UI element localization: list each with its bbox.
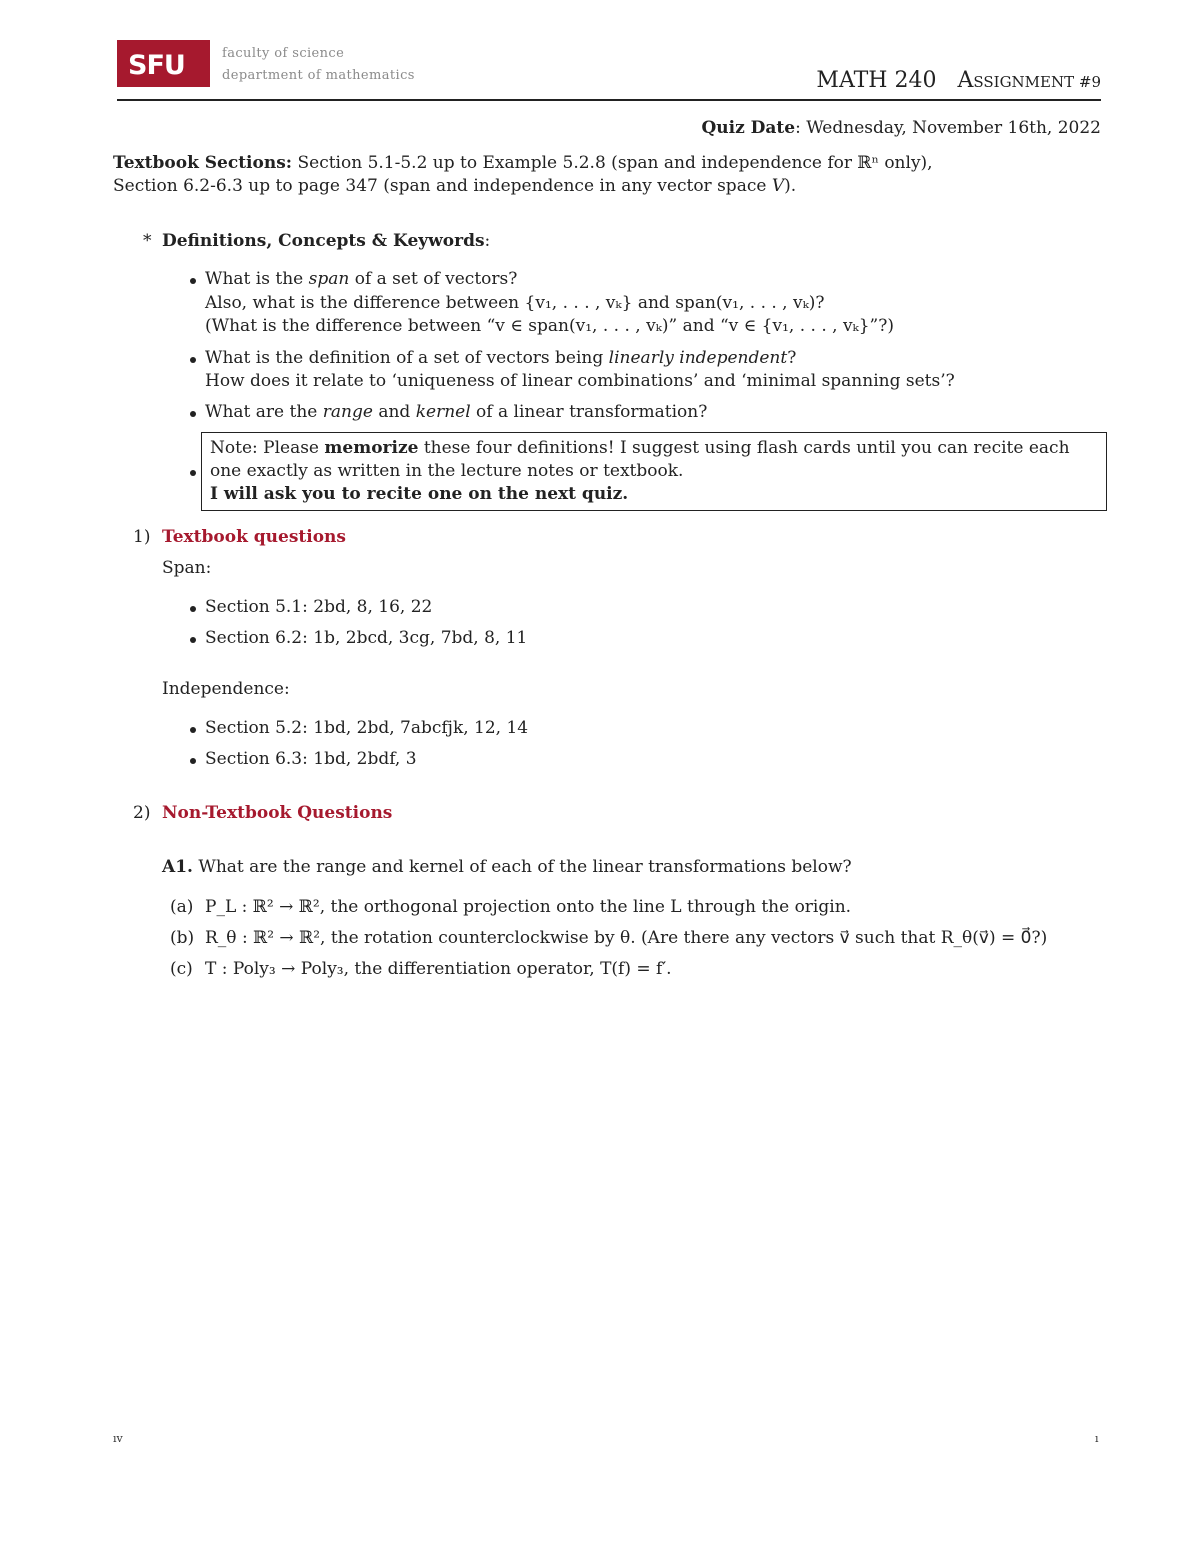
section1-number: 1) bbox=[133, 527, 151, 547]
bullet bbox=[190, 278, 196, 284]
span-q-b: of a set of vectors? bbox=[349, 269, 518, 289]
bullet bbox=[190, 606, 196, 612]
quiz-date bbox=[701, 117, 1101, 140]
indep-b: ? bbox=[787, 348, 797, 368]
independence-item: Section 6.3: 1bd, 2bdf, 3 bbox=[205, 749, 417, 769]
note-line3: I will ask you to recite one on the next quiz. bbox=[210, 484, 629, 504]
a1-label: A1. bbox=[162, 857, 193, 877]
logo-text: SFU bbox=[128, 50, 185, 81]
range-b: of a linear transformation? bbox=[470, 402, 708, 422]
bullet bbox=[190, 637, 196, 643]
span-difference: Also, what is the difference between {v₁, . . . , vₖ} and span(v₁, . . . , vₖ)? bbox=[205, 293, 825, 313]
item-b-text: R_θ : ℝ² → ℝ², the rotation counterclockwise by θ. (Are there any vectors v⃗ such that R_θ(v⃗) = 0⃗?) bbox=[205, 928, 1048, 948]
vector-space-var: V bbox=[771, 176, 785, 196]
textbook-sections-end: ). bbox=[784, 176, 797, 196]
indep-term: linearly independent bbox=[608, 348, 788, 368]
definitions-heading bbox=[162, 230, 490, 253]
note-line2: one exactly as written in the lecture notes or textbook. bbox=[210, 461, 684, 481]
item-label: (b) bbox=[170, 928, 195, 948]
independence-label: Independence: bbox=[162, 679, 290, 699]
definitions-marker: * bbox=[143, 231, 152, 251]
bullet bbox=[190, 357, 196, 363]
section1-title: Textbook questions bbox=[162, 527, 346, 547]
independence-item: Section 5.2: 1bd, 2bd, 7abcfjk, 12, 14 bbox=[205, 718, 529, 738]
section2-title: Non-Textbook Questions bbox=[162, 803, 393, 823]
textbook-sections-line2 bbox=[113, 175, 796, 198]
definitions-colon: : bbox=[484, 231, 491, 251]
header-rule bbox=[117, 99, 1101, 101]
range-kernel-question bbox=[205, 401, 707, 424]
footer-right: ı bbox=[1095, 1432, 1099, 1445]
memorize-note bbox=[201, 432, 1107, 511]
span-item: Section 5.1: 2bd, 8, 16, 22 bbox=[205, 597, 433, 617]
range-a: What are the bbox=[205, 402, 323, 422]
note-memorize: memorize bbox=[324, 438, 419, 458]
item-label: (c) bbox=[170, 959, 193, 979]
indep-a: What is the definition of a set of vectors being bbox=[205, 348, 609, 368]
section2-number: 2) bbox=[133, 803, 151, 823]
bullet bbox=[190, 470, 196, 476]
textbook-sections-text2: Section 6.2-6.3 up to page 347 (span and independence in any vector space bbox=[113, 176, 772, 196]
quiz-date-label: Quiz Date bbox=[701, 118, 796, 138]
a1-text: What are the range and kernel of each of the linear transformations below? bbox=[192, 857, 852, 877]
textbook-sections-text1: Section 5.1-5.2 up to Example 5.2.8 (span and independence for ℝⁿ only), bbox=[292, 153, 933, 173]
footer-left: ıv bbox=[113, 1432, 123, 1445]
note-b: these four definitions! I suggest using flash cards until you can recite each bbox=[418, 438, 1070, 458]
span-q-a: What is the bbox=[205, 269, 309, 289]
item-label: (a) bbox=[170, 897, 194, 917]
span-question bbox=[205, 268, 517, 291]
span-membership: (What is the difference between “v ∈ span(v₁, . . . , vₖ)” and “v ∈ {v₁, . . . , vₖ}”?) bbox=[205, 316, 894, 336]
kernel-term: kernel bbox=[415, 402, 471, 422]
logo-faculty: faculty of science bbox=[222, 46, 345, 61]
note-line1 bbox=[210, 437, 1098, 460]
span-label: Span: bbox=[162, 558, 212, 578]
logo-department: department of mathematics bbox=[222, 68, 415, 83]
item-c-text: T : Poly₃ → Poly₃, the differentiation operator, T(f) = f′. bbox=[205, 959, 672, 979]
range-mid: and bbox=[372, 402, 416, 422]
span-item: Section 6.2: 1b, 2bcd, 3cg, 7bd, 8, 11 bbox=[205, 628, 528, 648]
question-a1 bbox=[162, 856, 852, 879]
span-term: span bbox=[308, 269, 350, 289]
definitions-heading-text: Definitions, Concepts & Keywords bbox=[162, 231, 485, 251]
course-title bbox=[700, 70, 1101, 92]
independence-relation: How does it relate to ‘uniqueness of linear combinations’ and ‘minimal spanning sets’? bbox=[205, 371, 955, 391]
assignment-rest: SSIGNMENT #9 bbox=[973, 73, 1101, 91]
bullet bbox=[190, 758, 196, 764]
textbook-sections-label: Textbook Sections: bbox=[113, 153, 293, 173]
range-term: range bbox=[322, 402, 373, 422]
note-a: Note: Please bbox=[210, 438, 325, 458]
textbook-sections-line1 bbox=[113, 152, 933, 175]
course-code: MATH 240 bbox=[816, 68, 937, 93]
bullet bbox=[190, 727, 196, 733]
item-a-text: P_L : ℝ² → ℝ², the orthogonal projection onto the line L through the origin. bbox=[205, 897, 852, 917]
quiz-date-value: : Wednesday, November 16th, 2022 bbox=[795, 118, 1101, 138]
bullet bbox=[190, 411, 196, 417]
assignment-initial: A bbox=[957, 68, 974, 93]
independence-question bbox=[205, 347, 796, 370]
